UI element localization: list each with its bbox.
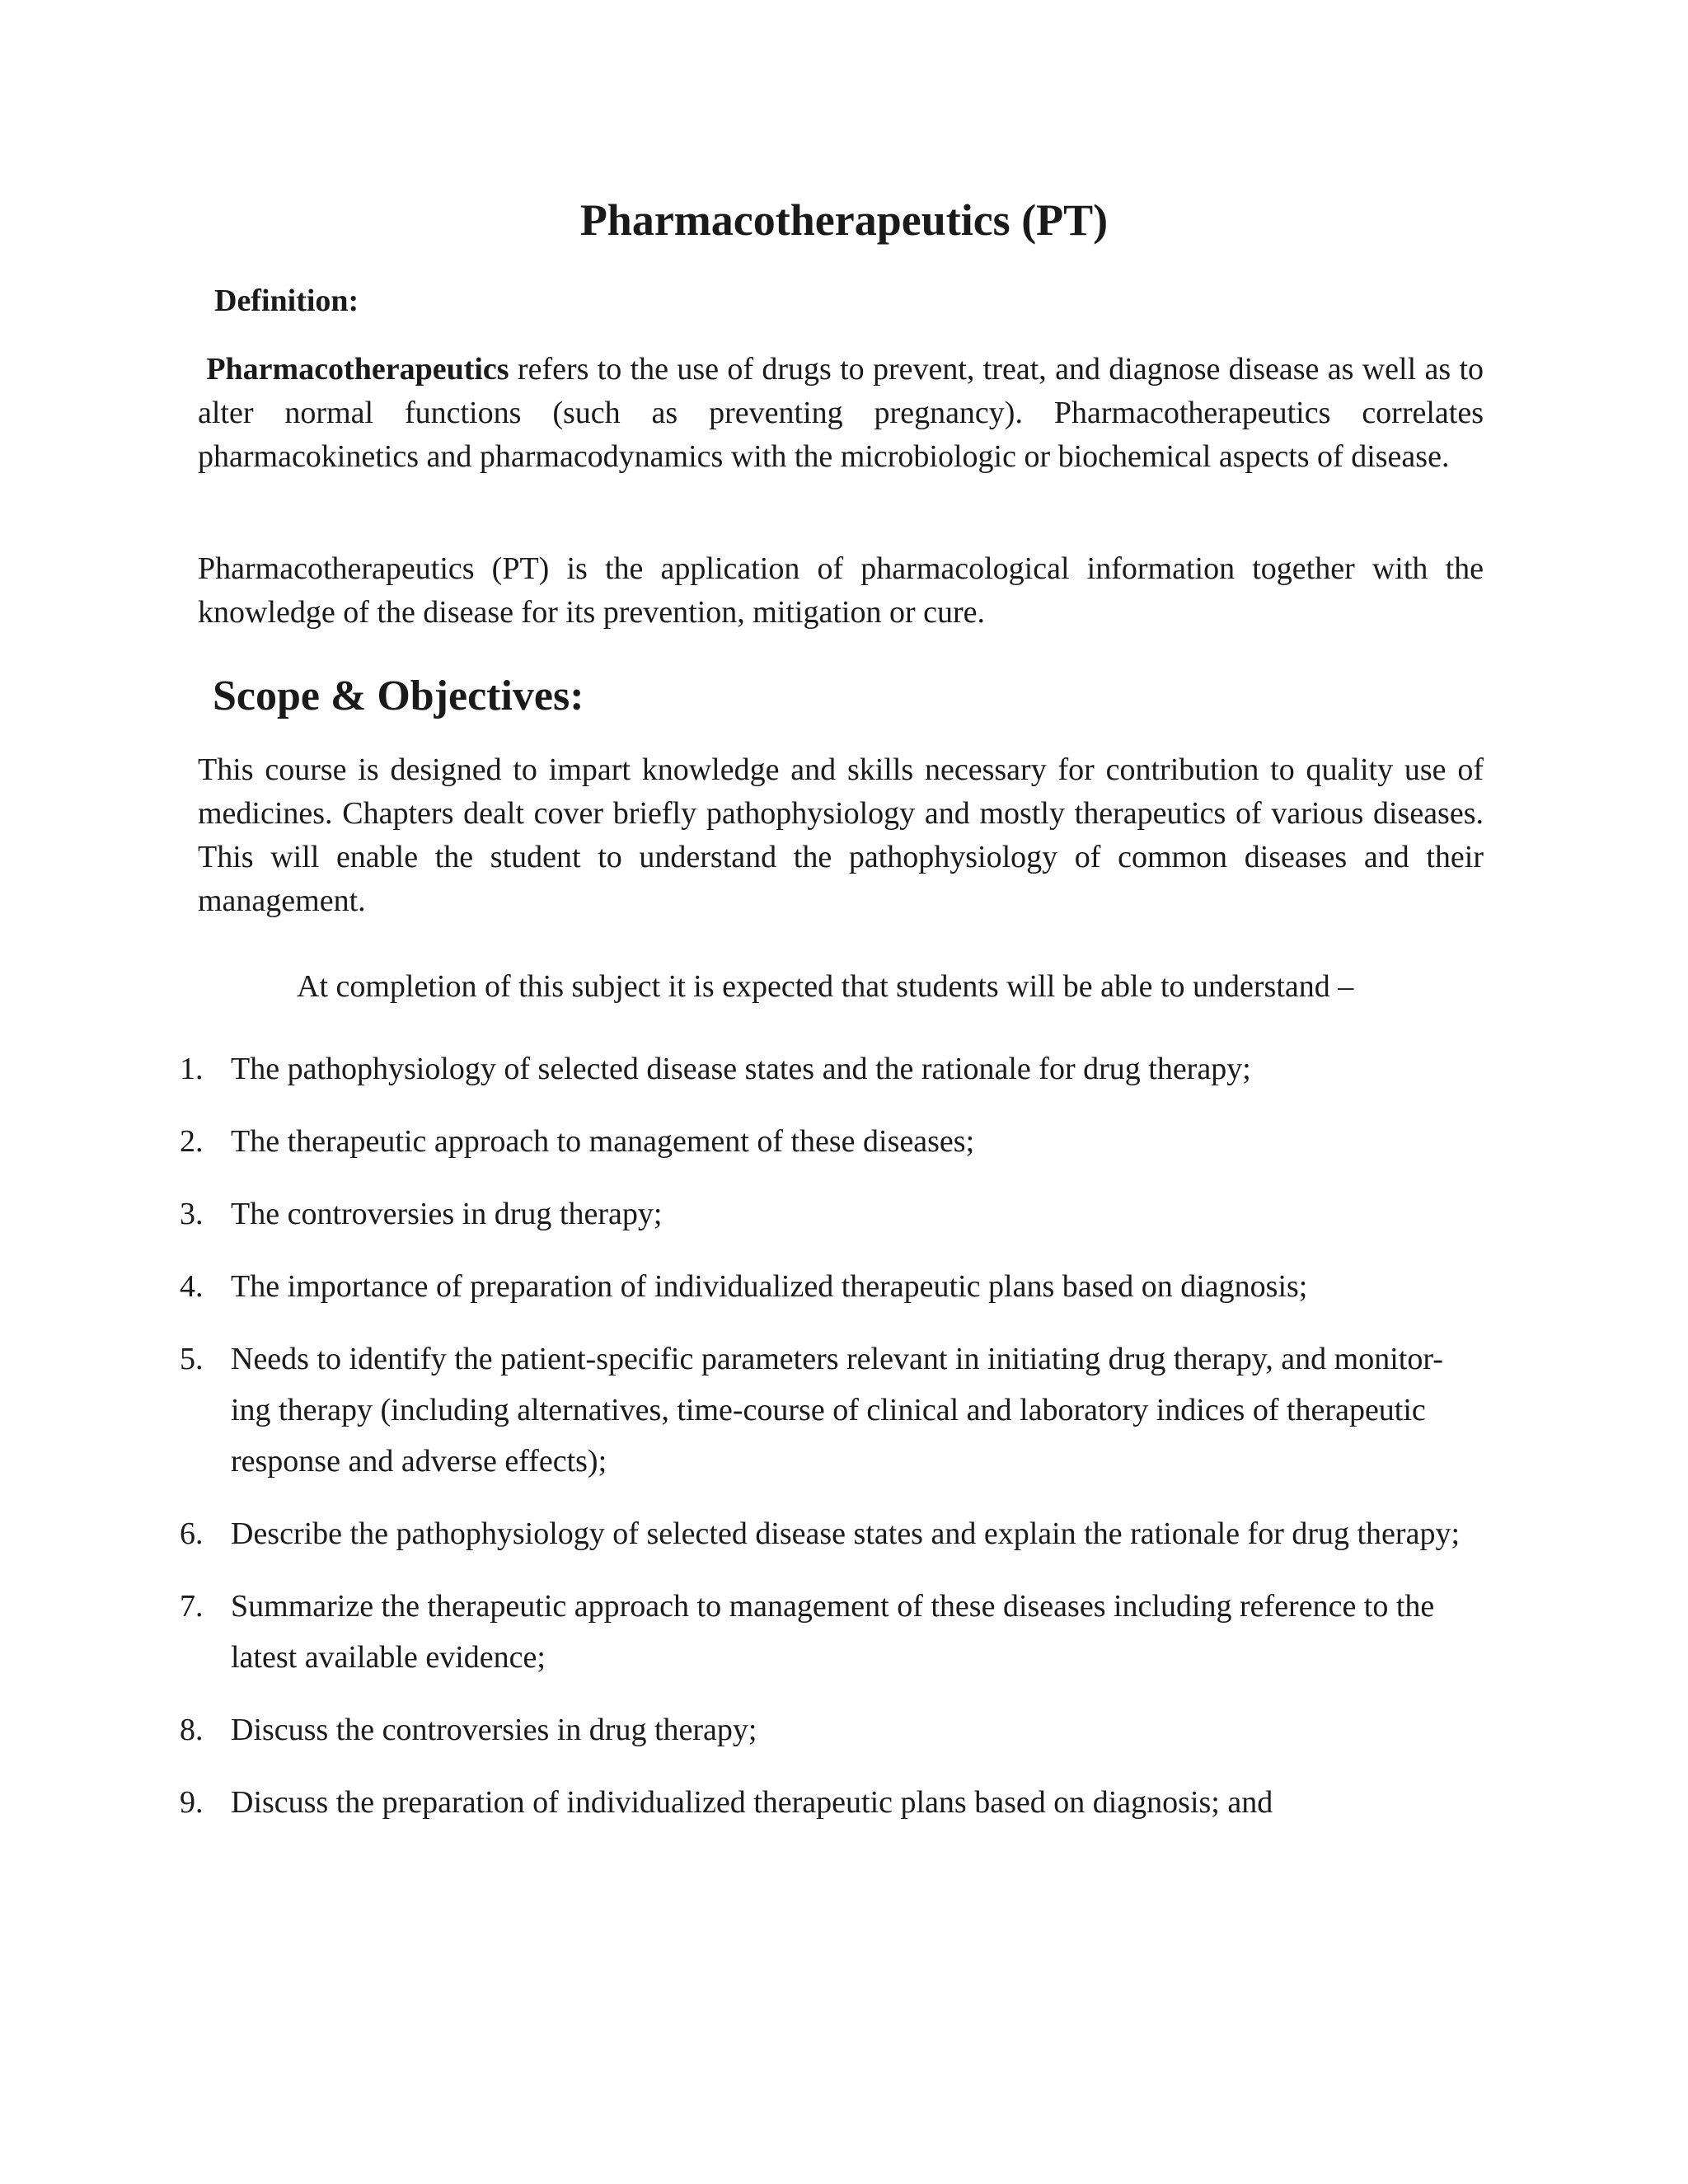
objective-text: Summarize the therapeutic approach to management of these diseases including reference to the latest available evidence; xyxy=(231,1589,1435,1675)
definition-heading: Definition: xyxy=(214,284,359,318)
objective-item xyxy=(173,1188,1484,1240)
objective-item xyxy=(173,1261,1484,1312)
objectives-intro: At completion of this subject it is expected that students will be able to understand – xyxy=(297,969,1354,1004)
objective-item xyxy=(173,1333,1484,1487)
objective-text: Discuss the preparation of individualized therapeutic plans based on diagnosis; and xyxy=(231,1785,1273,1820)
page-title: Pharmacotherapeutics (PT) xyxy=(579,195,1109,245)
objectives-list xyxy=(173,1043,1484,1849)
objective-item xyxy=(173,1116,1484,1167)
objective-number: 6. xyxy=(180,1516,204,1551)
objective-text: Needs to identify the patient-specific parameters relevant in initiating drug therapy, and monitor- ing therapy (including alternatives, time-course of clinical and laboratory indices of therapeutic response and adverse effects); xyxy=(231,1342,1443,1479)
objective-number: 5. xyxy=(180,1342,204,1376)
definition-paragraph-2: Pharmacotherapeutics (PT) is the application of pharmacological information together with the knowledge of the disease for its prevention, mitigation or cure. xyxy=(198,551,1484,630)
objective-item xyxy=(173,1508,1484,1559)
objective-number: 9. xyxy=(180,1785,204,1820)
objective-number: 4. xyxy=(180,1269,204,1304)
objective-item xyxy=(173,1043,1484,1094)
definition-paragraph-1 xyxy=(198,348,1484,479)
objective-text: Describe the pathophysiology of selected disease states and explain the rationale for drug therapy; xyxy=(231,1516,1460,1551)
scope-heading: Scope & Objectives: xyxy=(213,673,584,719)
objective-item xyxy=(173,1581,1484,1683)
definition-term: Pharmacotherapeutics xyxy=(206,352,509,387)
objective-item xyxy=(173,1704,1484,1755)
definition-paragraph-1-text: refers to the use of drugs to prevent, treat, and diagnose disease as well as to alter normal functions (such as preventing pregnancy). Pharmacotherapeutics correlates pharmacokinetics and pharmacodynamics with the microbiologic or biochemical aspects of disease. xyxy=(198,352,1484,474)
objective-text: Discuss the controversies in drug therapy; xyxy=(231,1713,757,1747)
objective-text: The importance of preparation of individualized therapeutic plans based on diagnosis; xyxy=(231,1269,1308,1304)
objective-item xyxy=(173,1777,1484,1828)
objective-number: 3. xyxy=(180,1197,204,1231)
objective-text: The controversies in drug therapy; xyxy=(231,1197,663,1231)
scope-paragraph: This course is designed to impart knowledge and skills necessary for contribution to quality use of medicines. Chapters dealt cover briefly pathophysiology and mostly therapeutics of various diseases. This will enable the student to understand the pathophysiology of common diseases and their management. xyxy=(198,752,1484,918)
objective-number: 8. xyxy=(180,1713,204,1747)
objective-number: 2. xyxy=(180,1124,204,1159)
objective-text: The therapeutic approach to management of these diseases; xyxy=(231,1124,975,1159)
objective-number: 1. xyxy=(180,1052,204,1086)
objective-text: The pathophysiology of selected disease states and the rationale for drug therapy; xyxy=(231,1052,1251,1086)
objective-number: 7. xyxy=(180,1589,204,1624)
